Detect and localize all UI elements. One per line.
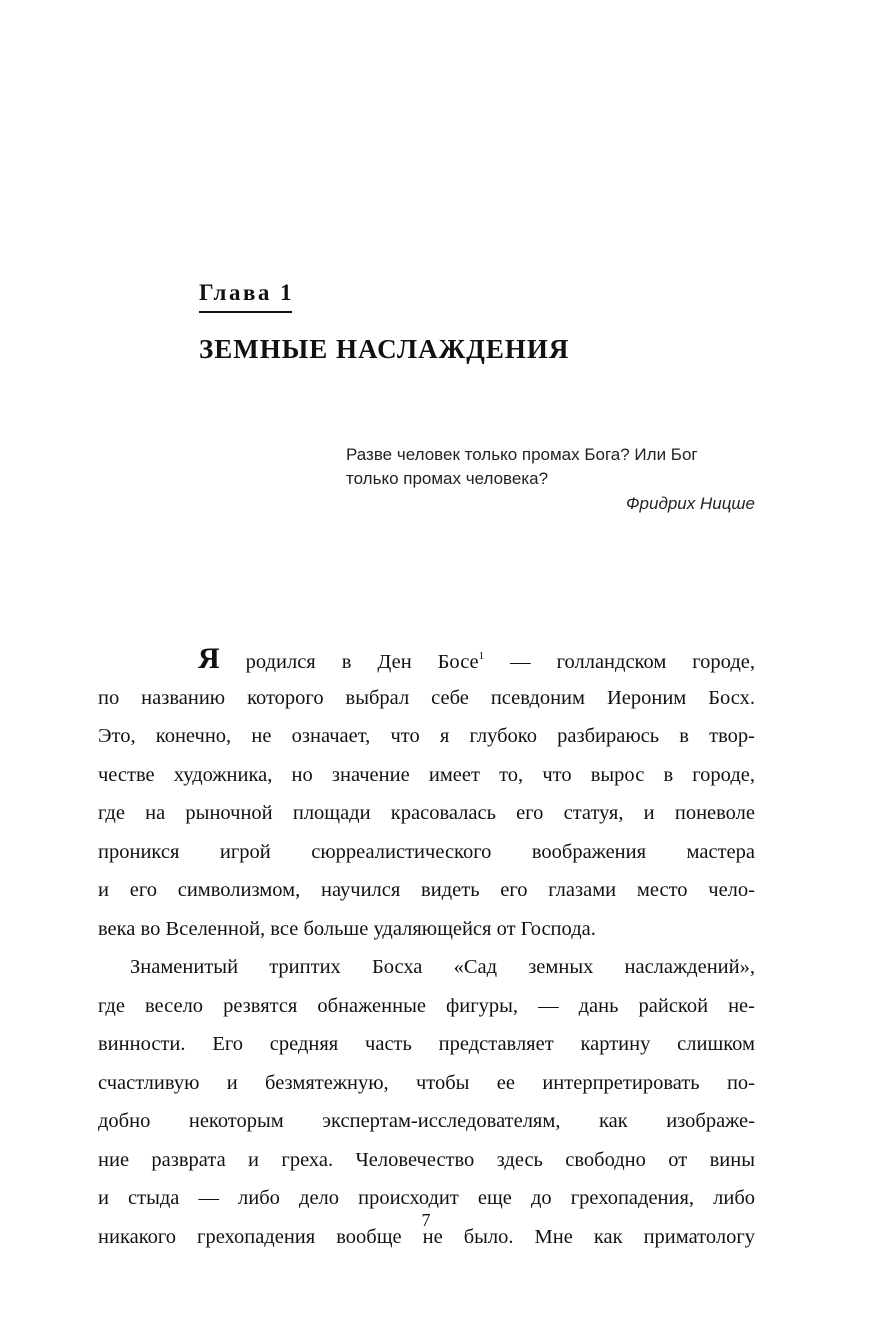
body-text [98,640,755,1256]
paragraph-line: века во Вселенной, все больше удаляющейся от Господа. [98,917,596,940]
epigraph [346,443,756,491]
paragraph-line: где весело резвятся обнаженные фигуры, — дань райской не- [98,994,755,1017]
paragraph-line: счастливую и безмятежную, чтобы ее интерпретировать по- [98,1071,755,1094]
page-number: 7 [421,1210,431,1230]
paragraph-line: и стыда — либо дело происходит еще до грехопадения, либо [98,1187,755,1209]
chapter-title: ЗЕМНЫЕ НАСЛАЖДЕНИЯ [199,334,570,364]
paragraph-line: Знаменитый триптих Босха «Сад земных наслаждений», [130,956,755,978]
chapter-underline [199,311,292,313]
paragraph-line [98,640,755,679]
paragraph-line: винности. Его средняя часть представляет картину слишком [98,1033,755,1055]
paragraph-line: по названию которого выбрал себе псевдоним Иероним Босх. [98,686,755,709]
epigraph-line: только промах человека? [346,469,549,488]
dropcap: Я [198,642,220,675]
paragraph-line: честве художника, но значение имеет то, что вырос в городе, [98,763,755,786]
epigraph-line: Разве человек только промах Бога? Или Бог [346,445,698,464]
paragraph-line: никакого грехопадения вообще не было. Мне как приматологу [98,1225,755,1248]
text-segment: родился в Ден Босе [219,651,479,673]
paragraph-line: ние разврата и греха. Человечество здесь свободно от вины [98,1148,755,1171]
paragraph-line: где на рыночной площади красовалась его статуя, и поневоле [98,802,755,824]
paragraph-line: и его символизмом, научился видеть его глазами место чело- [98,879,755,901]
chapter-label: Глава 1 [199,280,295,305]
paragraph-line: проникся игрой сюрреалистического воображения мастера [98,840,755,863]
paragraph-line: Это, конечно, не означает, что я глубоко разбираюсь в твор- [98,725,755,747]
paragraph-line: добно некоторым экспертам-исследователям, как изображе- [98,1110,755,1132]
footnote-reference[interactable]: 1 [478,650,485,662]
epigraph-author: Фридрих Ницше [626,494,755,513]
text-segment: — голландском городе, [484,651,755,673]
